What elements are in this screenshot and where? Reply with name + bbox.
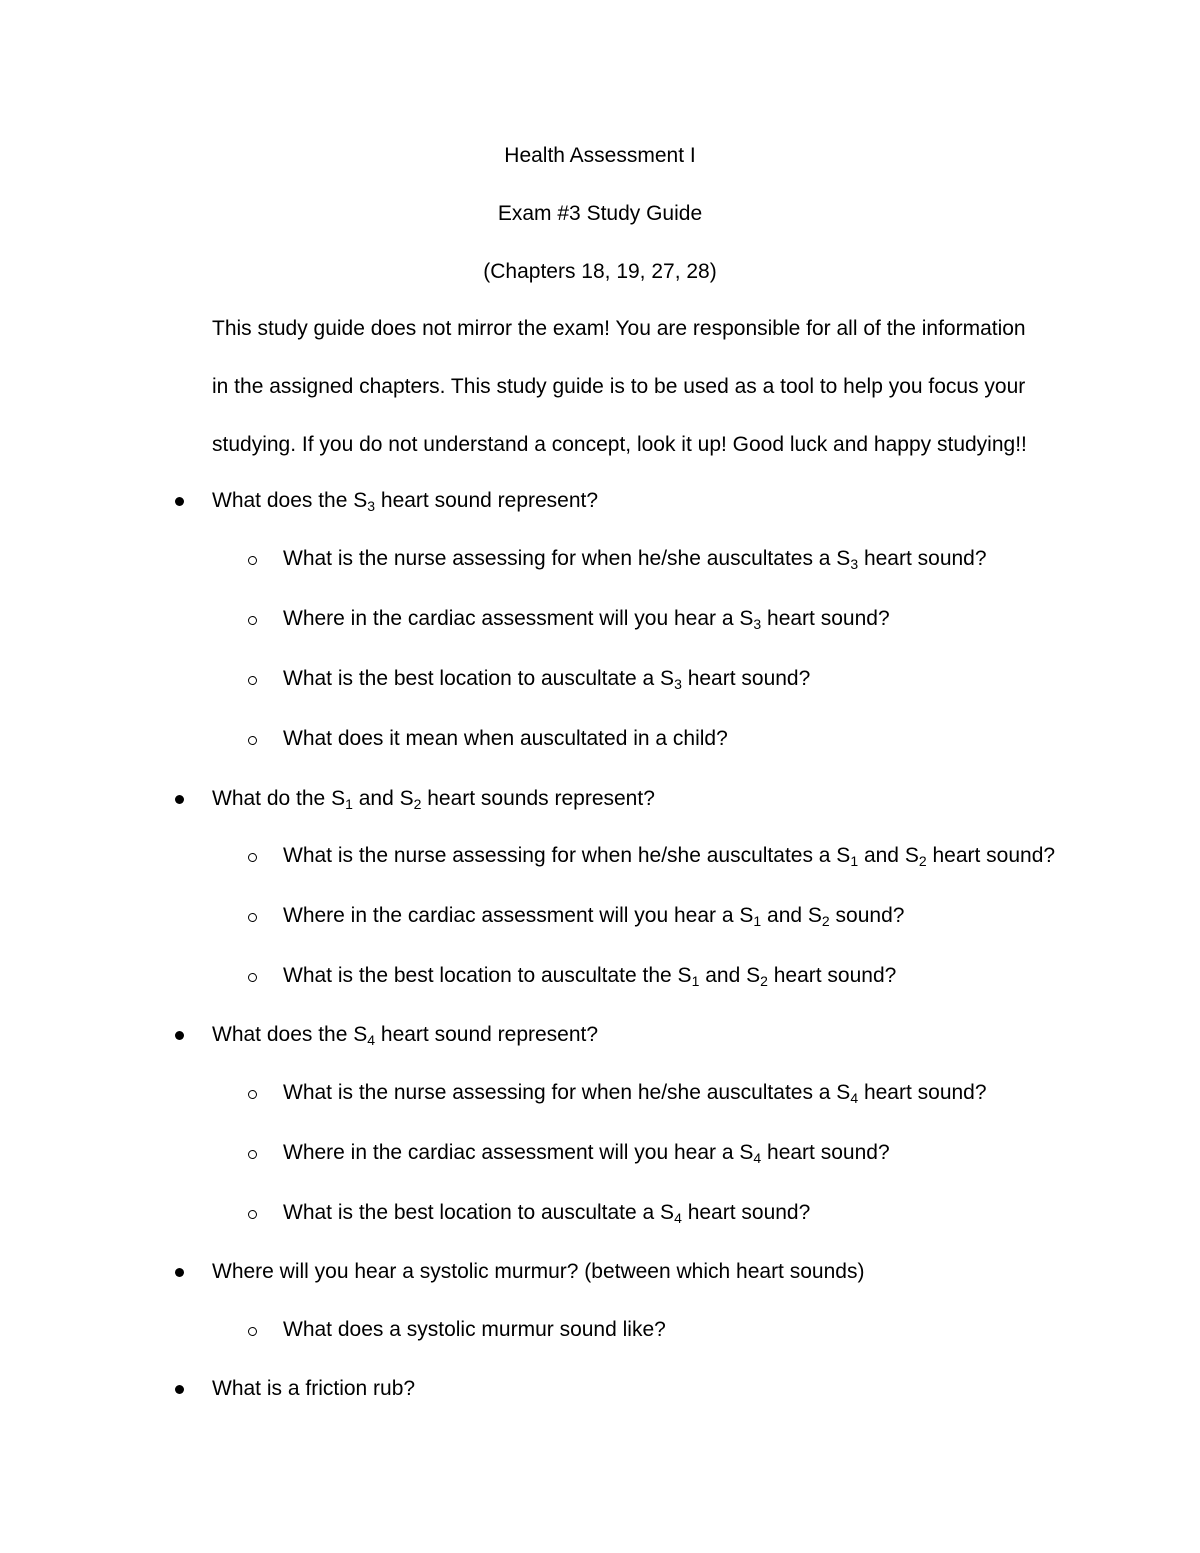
subquestion-text: Where in the cardiac assessment will you hear a S	[283, 607, 754, 630]
bullet-icon	[172, 1376, 186, 1402]
subquestion-text: and S	[761, 904, 822, 927]
subquestion-text: heart sound?	[761, 607, 890, 630]
subscript: 2	[821, 913, 830, 929]
subquestion	[283, 1080, 987, 1106]
subquestion-text: sound?	[829, 904, 905, 927]
subquestion-text: heart sound?	[767, 964, 897, 987]
circle-bullet-icon	[246, 1140, 260, 1166]
question-text: What does the S	[212, 1023, 368, 1046]
subscript: 3	[674, 676, 682, 692]
question-text: and S	[352, 787, 414, 810]
subquestion-text: What does it mean when auscultated in a child?	[283, 727, 728, 750]
circle-bullet-icon	[246, 726, 260, 752]
subquestion-text: Where in the cardiac assessment will you hear a S	[283, 1141, 754, 1164]
subscript: 4	[753, 1150, 762, 1166]
question-text: What do the S	[212, 787, 346, 810]
subquestion-text: heart sound?	[858, 547, 987, 570]
subquestion	[283, 726, 728, 752]
subquestion-text: What is the nurse assessing for when he/she auscultates a S	[283, 1081, 851, 1104]
circle-bullet-icon	[246, 1317, 260, 1343]
subquestion-text: What does a systolic murmur sound like?	[283, 1318, 666, 1341]
intro-line-1: This study guide does not mirror the exam! You are responsible for all of the information	[212, 317, 1026, 340]
subquestion-text: and S	[858, 844, 919, 867]
subquestion-text: What is the nurse assessing for when he/she auscultates a S	[283, 844, 851, 867]
subquestion-text: heart sound?	[858, 1081, 987, 1104]
bullet-icon	[172, 488, 186, 514]
question-text: heart sound represent?	[375, 489, 599, 512]
subquestion	[283, 1200, 810, 1226]
subquestion-text: What is the nurse assessing for when he/she auscultates a S	[283, 547, 851, 570]
subquestion	[283, 1317, 666, 1343]
subscript: 1	[753, 913, 762, 929]
bullet-icon	[172, 786, 186, 812]
subscript: 4	[850, 1090, 859, 1106]
subquestion-text: What is the best location to auscultate the S	[283, 964, 692, 987]
circle-bullet-icon	[246, 1080, 260, 1106]
subquestion	[283, 843, 1055, 869]
question-s1-s2	[212, 786, 655, 812]
subscript: 2	[918, 853, 927, 869]
intro-line-3: studying. If you do not understand a concept, look it up! Good luck and happy studying!!	[212, 433, 1027, 456]
subscript: 2	[413, 796, 422, 812]
question-friction-rub	[212, 1376, 415, 1402]
bullet-icon	[172, 1259, 186, 1285]
question-s3	[212, 488, 598, 514]
question-systolic-murmur	[212, 1259, 864, 1285]
document-subtitle: Exam #3 Study Guide	[497, 202, 703, 225]
question-text: What is a friction rub?	[212, 1377, 416, 1400]
subscript: 3	[850, 556, 859, 572]
subscript: 4	[367, 1032, 376, 1048]
subquestion	[283, 606, 890, 632]
question-text: heart sound represent?	[375, 1023, 599, 1046]
subquestion-text: and S	[699, 964, 761, 987]
circle-bullet-icon	[246, 963, 260, 989]
subquestion	[283, 546, 987, 572]
subquestion-text: Where in the cardiac assessment will you hear a S	[283, 904, 754, 927]
subquestion-text: What is the best location to auscultate a S	[283, 1201, 675, 1224]
document-title: Health Assessment I	[504, 144, 696, 167]
circle-bullet-icon	[246, 843, 260, 869]
subquestion	[283, 963, 896, 989]
subscript: 4	[674, 1210, 682, 1226]
subquestion	[283, 903, 904, 929]
circle-bullet-icon	[246, 606, 260, 632]
subscript: 1	[850, 853, 859, 869]
question-text: What does the S	[212, 489, 368, 512]
chapters-line: (Chapters 18, 19, 27, 28)	[483, 260, 717, 283]
subscript: 1	[691, 973, 700, 989]
subquestion	[283, 1140, 890, 1166]
subscript: 2	[760, 973, 768, 989]
subscript: 3	[367, 498, 376, 514]
circle-bullet-icon	[246, 666, 260, 692]
circle-bullet-icon	[246, 546, 260, 572]
circle-bullet-icon	[246, 903, 260, 929]
circle-bullet-icon	[246, 1200, 260, 1226]
subscript: 3	[753, 616, 762, 632]
bullet-icon	[172, 1022, 186, 1048]
question-text: Where will you hear a systolic murmur? (between which heart sounds)	[212, 1260, 865, 1283]
subquestion-text: What is the best location to auscultate a S	[283, 667, 675, 690]
subquestion-text: heart sound?	[681, 667, 811, 690]
question-text: heart sounds represent?	[421, 787, 655, 810]
subquestion-text: heart sound?	[761, 1141, 890, 1164]
subquestion	[283, 666, 810, 692]
intro-line-2: in the assigned chapters. This study guide is to be used as a tool to help you focus your	[212, 375, 1026, 398]
subscript: 1	[345, 796, 353, 812]
subquestion-text: heart sound?	[926, 844, 1056, 867]
question-s4	[212, 1022, 598, 1048]
subquestion-text: heart sound?	[681, 1201, 811, 1224]
